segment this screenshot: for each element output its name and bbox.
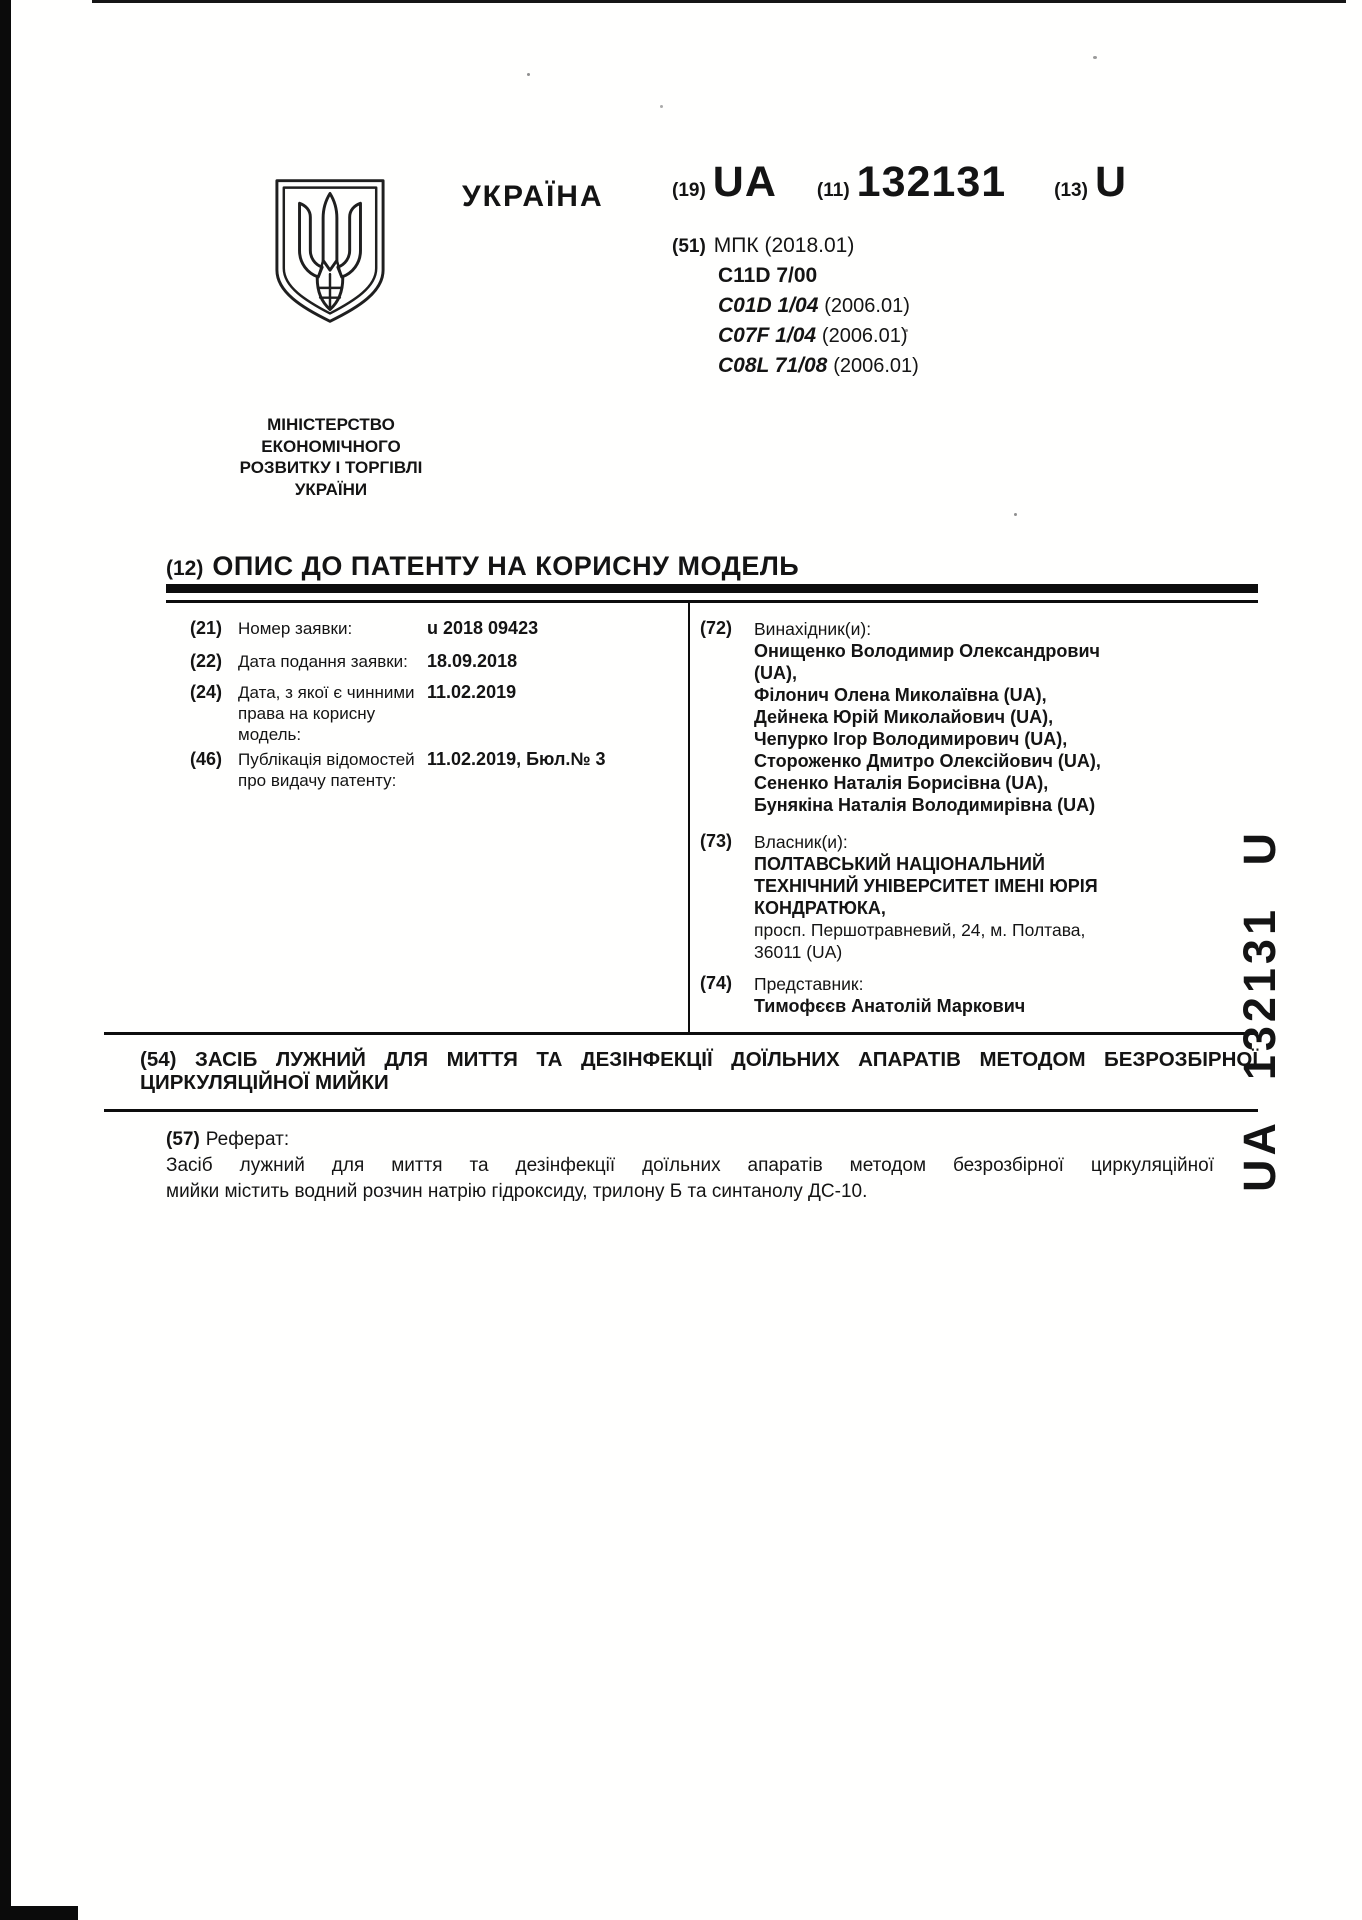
publication-codes xyxy=(672,158,1127,207)
inventor-name: Стороженко Дмитро Олексійович (UA), xyxy=(754,751,1101,771)
ministry-line: РОЗВИТКУ І ТОРГІВЛІ xyxy=(239,458,423,477)
ipc-entry xyxy=(718,351,919,381)
code-19-value: UA xyxy=(712,158,777,206)
field-code: (57) xyxy=(166,1129,200,1150)
field-label: Номер заявки: xyxy=(238,619,353,638)
ipc-entry xyxy=(718,321,919,351)
field-value: 11.02.2019, Бюл.№ 3 xyxy=(427,749,606,769)
patent-number: 132131 xyxy=(856,158,1007,206)
ipc-code: C01D 1/04 xyxy=(718,294,819,317)
title-rule-top xyxy=(104,1032,1258,1035)
abstract-line: Засіб лужний для миття та дезінфекції доїльних апаратів методом безрозбірної циркуляційної xyxy=(166,1155,1214,1176)
scan-speck xyxy=(527,73,530,76)
ministry-line: ЕКОНОМІЧНОГО xyxy=(261,436,401,456)
ukraine-trident-emblem xyxy=(272,177,388,324)
field-label: Дата, з якої є чинними права на корисну модель: xyxy=(238,683,415,744)
representative-name: Тимофєєв Анатолій Маркович xyxy=(754,996,1026,1016)
invention-title-line: ЦИРКУЛЯЦІЙНОЇ МИЙКИ xyxy=(140,1071,389,1094)
field-value: 18.09.2018 xyxy=(427,651,518,671)
field-label: Реферат: xyxy=(205,1129,290,1150)
field-owner xyxy=(700,831,1205,963)
ipc-code: C11D 7/00 xyxy=(718,264,818,287)
code-11-label: (11) xyxy=(816,180,850,201)
inventor-name: Чепурко Ігор Володимирович (UA), xyxy=(754,729,1068,749)
title-rule-bottom xyxy=(104,1109,1258,1112)
ipc-section-label: (51) xyxy=(672,236,706,257)
field-code: (72) xyxy=(700,618,733,638)
scan-top-line xyxy=(92,0,1346,3)
inventor-name: Дейнека Юрій Миколайович (UA), xyxy=(754,707,1054,727)
abstract-line: мийки містить водний розчин натрію гідроксиду, трилону Б та синтанолу ДС-10. xyxy=(166,1181,868,1202)
kind-code: U xyxy=(1094,158,1128,206)
ipc-version: (2006.01) xyxy=(821,325,908,347)
heading-rule-thick xyxy=(166,584,1258,593)
field-label: Власник(и): xyxy=(754,832,848,852)
scan-speck xyxy=(1093,56,1097,59)
owner-address: просп. Першотравневий, 24, м. Полтава, xyxy=(754,920,1086,940)
column-divider xyxy=(688,603,690,1033)
ipc-heading xyxy=(672,232,919,261)
ministry-name xyxy=(178,414,484,500)
doc-type-title: ОПИС ДО ПАТЕНТУ НА КОРИСНУ МОДЕЛЬ xyxy=(212,551,800,581)
scan-corner-mark xyxy=(0,1906,78,1920)
owner-address: 36011 (UA) xyxy=(754,942,843,962)
inventor-name: (UA), xyxy=(754,663,797,683)
invention-title xyxy=(140,1048,1258,1094)
doc-type-number: (12) xyxy=(166,557,204,580)
invention-title-line: (54) ЗАСІБ ЛУЖНИЙ ДЛЯ МИТТЯ ТА ДЕЗІНФЕКЦІЇ ДОЇЛЬНИХ АПАРАТІВ МЕТОДОМ БЕЗРОЗБІРНОЇ xyxy=(140,1048,1258,1071)
field-representative xyxy=(700,973,1205,1017)
code-19-label: (19) xyxy=(672,180,706,201)
scan-speck xyxy=(660,105,663,108)
field-value: 11.02.2019 xyxy=(427,682,517,702)
owner-name: ПОЛТАВСЬКИЙ НАЦІОНАЛЬНИЙ xyxy=(754,854,1045,874)
ipc-classification xyxy=(672,232,919,381)
field-label: Публікація відомостей про видачу патенту: xyxy=(238,750,415,790)
ipc-code: C07F 1/04 xyxy=(718,324,817,347)
ipc-entry xyxy=(718,261,919,291)
heading-rule-thin xyxy=(166,600,1258,603)
field-code: (73) xyxy=(700,831,733,851)
owner-name: ТЕХНІЧНИЙ УНІВЕРСИТЕТ ІМЕНІ ЮРІЯ xyxy=(754,876,1098,896)
field-inventors xyxy=(700,618,1205,816)
ipc-scheme: МПК (2018.01) xyxy=(713,234,855,257)
inventor-name: Онищенко Володимир Олександрович xyxy=(754,641,1100,661)
ipc-version: (2006.01) xyxy=(824,295,910,317)
field-code: (74) xyxy=(700,973,733,993)
scan-edge-bar xyxy=(0,0,11,1920)
ministry-line: УКРАЇНИ xyxy=(294,479,368,499)
inventor-name: Філонич Олена Миколаївна (UA), xyxy=(754,685,1047,705)
abstract-text xyxy=(166,1153,1214,1205)
ipc-code: C08L 71/08 xyxy=(718,354,828,377)
owner-name: КОНДРАТЮКА, xyxy=(754,898,886,918)
ministry-line: МІНІСТЕРСТВО xyxy=(267,415,395,434)
document-type-heading xyxy=(166,551,799,582)
inventor-name: Сененко Наталія Борисівна (UA), xyxy=(754,773,1049,793)
sidebar-patent-code: UA 132131 U xyxy=(1234,829,1285,1192)
ipc-version: (2006.01) xyxy=(833,355,919,377)
abstract-heading xyxy=(166,1129,289,1151)
field-code: (21) xyxy=(190,618,223,638)
field-code: (22) xyxy=(190,651,223,671)
scan-speck xyxy=(1014,513,1017,516)
field-label: Дата подання заявки: xyxy=(238,652,408,671)
field-code: (46) xyxy=(190,749,223,769)
field-label: Представник: xyxy=(754,974,864,994)
country-name: УКРАЇНА xyxy=(462,180,604,213)
field-code: (24) xyxy=(190,682,223,702)
field-label: Винахідник(и): xyxy=(754,619,872,639)
code-13-label: (13) xyxy=(1054,180,1088,201)
inventor-name: Бунякіна Наталія Володимирівна (UA) xyxy=(754,795,1096,815)
ipc-entry xyxy=(718,291,919,321)
field-value: u 2018 09423 xyxy=(427,618,539,638)
